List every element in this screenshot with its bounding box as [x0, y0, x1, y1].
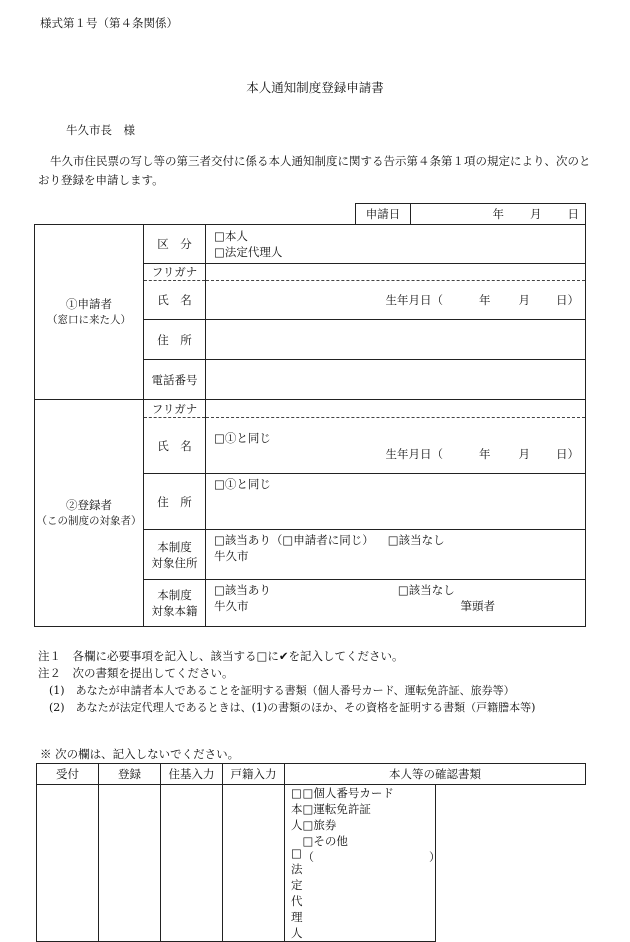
- applicant-sub: （窓口に来た人）: [47, 314, 131, 326]
- registrant-furigana-label: フリガナ: [144, 400, 206, 418]
- category-label: 区 分: [144, 225, 206, 264]
- target-address-label-line2: 対象住所: [151, 555, 198, 570]
- applicant-name-label: 氏 名: [144, 281, 206, 320]
- notes: [38, 648, 535, 716]
- office-checkbox-legal-rep[interactable]: □法定代理人: [291, 846, 303, 940]
- doc-checkbox-other[interactable]: □その他（ ）: [302, 834, 441, 864]
- target-address-city: 牛久市: [214, 549, 249, 563]
- office-note: ※ 次の欄は、記入しないでください。: [40, 747, 240, 761]
- date-field[interactable]: [411, 204, 586, 225]
- office-header-registration: 登録: [99, 764, 161, 785]
- target-address-label: [144, 530, 206, 580]
- registrant-sub: （この制度の対象者）: [36, 515, 142, 527]
- registrant-address-label: 住 所: [144, 474, 206, 530]
- applicant-name-field[interactable]: [206, 281, 586, 320]
- target-domicile-label: [144, 580, 206, 627]
- registrant-name-field[interactable]: [206, 418, 586, 474]
- head-of-register-label: 筆頭者: [460, 599, 495, 613]
- applicant-birth-month: 月: [518, 293, 530, 307]
- applicant-address-field[interactable]: [206, 320, 586, 360]
- target-address-yes-checkbox[interactable]: □該当あり（□申請者に同じ）: [214, 533, 374, 547]
- registrant-birth-year: 年: [479, 446, 491, 461]
- registrant-address-same-checkbox[interactable]: □①と同じ: [214, 477, 271, 491]
- addressee: 牛久市長 様: [66, 123, 135, 137]
- date-table: [355, 203, 586, 225]
- registrant-birth-label: 生年月日（: [385, 446, 443, 461]
- applicant-birth-year: 年: [479, 293, 491, 307]
- doc-checkbox-license[interactable]: □運転免許証: [302, 802, 371, 816]
- applicant-section: [35, 225, 144, 400]
- target-address-field[interactable]: [206, 530, 586, 580]
- date-day: 日: [567, 207, 579, 221]
- applicant-furigana-field[interactable]: [206, 264, 586, 281]
- target-domicile-field[interactable]: [206, 580, 586, 627]
- page-title: 本人通知制度登録申請書: [246, 80, 384, 95]
- note-item-1: (1) あなたが申請者本人であることを証明する書類（個人番号カード、運転免許証、旅券等）: [38, 684, 515, 697]
- target-domicile-no-checkbox[interactable]: □該当なし: [397, 583, 455, 597]
- office-header-reception: 受付: [37, 764, 99, 785]
- registrant-birth-day: 日）: [556, 446, 579, 461]
- registrant-name-label: 氏 名: [144, 418, 206, 474]
- office-checkbox-self[interactable]: □本人: [291, 786, 303, 832]
- date-label: 申請日: [356, 204, 411, 225]
- registrant-address-field[interactable]: [206, 474, 586, 530]
- target-address-no-checkbox[interactable]: □該当なし: [387, 533, 445, 547]
- form-number: 様式第１号（第４条関係）: [40, 16, 178, 30]
- office-header-family-input: 戸籍入力: [223, 764, 285, 785]
- office-header-identity-docs: 本人等の確認書類: [285, 764, 586, 785]
- office-cell-family-input[interactable]: [223, 785, 285, 942]
- target-domicile-label-line2: 対象本籍: [151, 604, 198, 618]
- applicant-phone-field[interactable]: [206, 360, 586, 400]
- office-table: [36, 763, 586, 942]
- target-domicile-yes-checkbox[interactable]: □該当あり: [214, 583, 271, 597]
- application-table: [34, 224, 586, 627]
- doc-checkbox-mynumber[interactable]: □個人番号カード: [302, 786, 394, 800]
- checkbox-self[interactable]: □本人: [214, 229, 248, 243]
- registrant-title: ②登録者: [66, 498, 112, 512]
- applicant-address-label: 住 所: [144, 320, 206, 360]
- office-cell-identity: [285, 785, 441, 942]
- intro-text: 牛久市住民票の写し等の第三者交付に係る本人通知制度に関する告示第４条第１項の規定により、次のとおり登録を申請します。: [38, 154, 591, 187]
- note-item-2: (2) あなたが法定代理人であるときは、(1)の書類のほか、その資格を証明する書類（戸籍謄本等): [38, 701, 536, 714]
- category-field[interactable]: [206, 225, 586, 264]
- target-address-label-line1: 本制度: [157, 539, 192, 554]
- applicant-birth-label: 生年月日（: [385, 293, 443, 307]
- target-domicile-label-line1: 本制度: [157, 588, 192, 602]
- office-cell-resident-input[interactable]: [161, 785, 223, 942]
- registrant-birth-month: 月: [518, 446, 530, 461]
- office-header-resident-input: 住基入力: [161, 764, 223, 785]
- applicant-furigana-label: フリガナ: [144, 264, 206, 281]
- registrant-same-checkbox[interactable]: □①と同じ: [214, 430, 271, 445]
- note-1: 注１ 各欄に必要事項を記入し、該当する□に✔を記入してください。: [38, 649, 404, 663]
- date-year: 年: [492, 207, 504, 221]
- applicant-phone-label: 電話番号: [144, 360, 206, 400]
- target-domicile-city: 牛久市: [214, 599, 249, 613]
- date-month: 月: [530, 207, 542, 221]
- applicant-title: ①申請者: [66, 297, 112, 311]
- office-cell-reception[interactable]: [37, 785, 99, 942]
- note-2: 注２ 次の書類を提出してください。: [38, 666, 234, 680]
- registrant-furigana-field[interactable]: [206, 400, 586, 418]
- office-cell-registration[interactable]: [99, 785, 161, 942]
- registrant-section: [35, 400, 144, 627]
- doc-checkbox-passport[interactable]: □旅券: [302, 818, 337, 832]
- checkbox-legal-rep[interactable]: □法定代理人: [214, 245, 283, 259]
- applicant-birth-day: 日）: [556, 293, 579, 307]
